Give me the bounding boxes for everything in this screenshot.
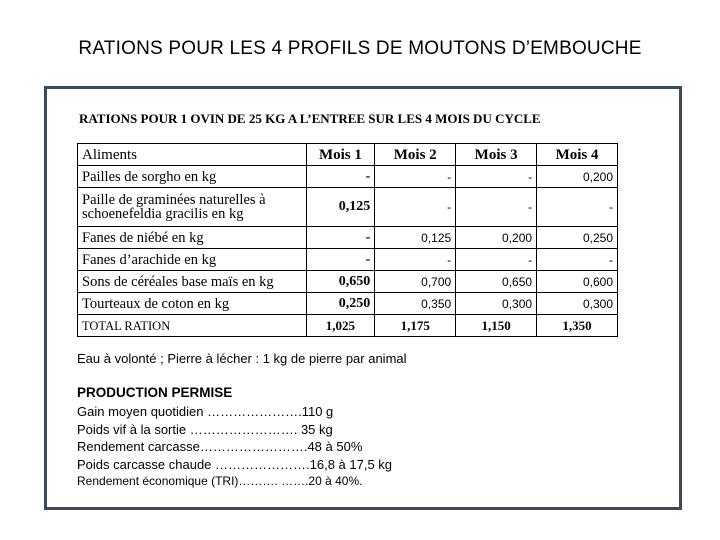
cell-mois-4: 0,200	[537, 166, 618, 188]
row-label: Pailles de sorgho en kg	[78, 166, 307, 188]
cell-mois-3: -	[456, 249, 537, 271]
total-mois-3: 1,150	[456, 315, 537, 337]
cell-mois-4: -	[537, 249, 618, 271]
cell-mois-4: 0,250	[537, 227, 618, 249]
cell-mois-4: 0,600	[537, 271, 618, 293]
cell-mois-1: -	[306, 249, 375, 271]
table-row	[78, 188, 618, 227]
ration-table	[77, 143, 618, 337]
cell-mois-1: 0,125	[306, 188, 375, 227]
cell-mois-3: 0,300	[456, 293, 537, 315]
cell-mois-4: -	[537, 188, 618, 227]
list-item: Rendement économique (TRI)………. …….20 à 40%.	[77, 474, 363, 488]
header-mois-3: Mois 3	[456, 144, 537, 166]
total-mois-4: 1,350	[537, 315, 618, 337]
cell-mois-2: 0,350	[375, 293, 456, 315]
cell-mois-1: 0,250	[306, 293, 375, 315]
table-total-row	[78, 315, 618, 337]
document-heading: RATIONS POUR 1 OVIN DE 25 KG A L’ENTREE SUR LES 4 MOIS DU CYCLE	[79, 111, 541, 126]
list-item: Poids carcasse chaude ………………….16,8 à 17,5 kg	[77, 456, 393, 472]
table-row	[78, 249, 618, 271]
table-header-row	[78, 144, 618, 166]
production-heading: PRODUCTION PERMISE	[77, 385, 233, 400]
row-label: Sons de céréales base maïs en kg	[78, 271, 307, 293]
cell-mois-3: 0,200	[456, 227, 537, 249]
cell-mois-4: 0,300	[537, 293, 618, 315]
document-scan	[44, 86, 682, 510]
cell-mois-2: -	[375, 166, 456, 188]
production-list	[77, 403, 392, 491]
table-row	[78, 271, 618, 293]
list-item: Rendement carcasse…………………….48 à 50%	[77, 439, 363, 454]
cell-mois-1: -	[306, 227, 375, 249]
row-label: Fanes de niébé en kg	[78, 227, 307, 249]
water-note: Eau à volonté ; Pierre à lécher : 1 kg de pierre par animal	[77, 351, 407, 366]
header-mois-1: Mois 1	[306, 144, 375, 166]
table-row	[78, 227, 618, 249]
cell-mois-2: -	[375, 188, 456, 227]
row-label: Fanes d’arachide en kg	[78, 249, 307, 271]
slide-title: RATIONS POUR LES 4 PROFILS DE MOUTONS D’EMBOUCHE	[78, 38, 642, 59]
header-aliments: Aliments	[78, 144, 307, 166]
total-mois-1: 1,025	[306, 315, 375, 337]
list-item: Poids vif à la sortie ……………………. 35 kg	[77, 421, 333, 437]
cell-mois-2: 0,125	[375, 227, 456, 249]
cell-mois-3: 0,650	[456, 271, 537, 293]
total-label: TOTAL RATION	[78, 315, 307, 337]
row-label: Tourteaux de coton en kg	[78, 293, 307, 315]
cell-mois-3: -	[456, 188, 537, 227]
row-label: Paille de graminées naturelles à schoenefeldia gracilis en kg	[78, 188, 307, 227]
cell-mois-1: 0,650	[306, 271, 375, 293]
cell-mois-1: -	[306, 166, 375, 188]
header-mois-4: Mois 4	[537, 144, 618, 166]
table-row	[78, 293, 618, 315]
total-mois-2: 1,175	[375, 315, 456, 337]
header-mois-2: Mois 2	[375, 144, 456, 166]
cell-mois-2: 0,700	[375, 271, 456, 293]
list-item: Gain moyen quotidien ………………….110 g	[77, 404, 334, 419]
cell-mois-2: -	[375, 249, 456, 271]
table-row	[78, 166, 618, 188]
cell-mois-3: -	[456, 166, 537, 188]
